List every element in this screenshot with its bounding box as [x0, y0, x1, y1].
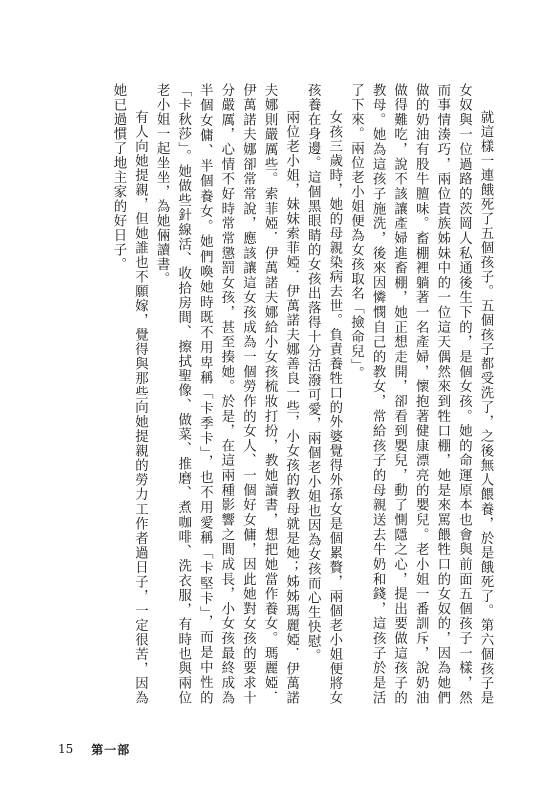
paragraph-3: 兩位老小姐，妹妹索菲婭．伊萬諾夫娜善良一些，小女孩的教母就是她；姊姊瑪麗婭．伊萬諾夫娜則嚴厲些。索菲婭．伊萬諾夫娜給小女孩梳妝打扮，教她讀書，想把她當作養女。瑪麗婭．伊萬諾夫娜卻常常說，應該讓這女孩成為一個勞作的女人、一個好女傭，因此她對女孩的要求十分嚴厲，心情不好時常常懲罰女孩，甚至揍她。於是，在這兩種影響之間成長，小女孩最終成為半個女傭、半個養女。她們喚她時既不用卑稱「卡季卡」，也不用愛稱「卡堅卡」，而是中性的「卡秋莎」。她做些針線活、收拾房間、擦拭聖像、做菜、推磨、煮咖啡、洗衣服，有時也與兩位老小姐一起坐坐，為她倆讀書。: [154, 83, 299, 705]
paragraph-4: 有人向她提親，但她誰也不願嫁，覺得與那些向她提親的勞力工作者過日子，一定很苦，因為她已過慣了地主家的好日子。: [110, 83, 148, 705]
page-number: 15: [58, 742, 74, 756]
page-footer: [58, 740, 130, 758]
body-text: [63, 83, 496, 705]
paragraph-1: 就這樣一連餓死了五個孩子。五個孩子都受洗了，之後無人餵養，於是餓死了。第六個孩子是女奴與一位過路的茨岡人私通後生下的，是個女孩。她的命運原本也會與前面五個孩子一樣，然而事情湊巧，兩位貴族姊妹中的一位這天偶然來到牲口棚，她是來罵餵牲口的女奴的，因為她們做的奶油有股牛膻味。畜棚裡躺著一名產婦，懷抱著健康漂亮的嬰兒。老小姐一番訓斥，說奶油做得難吃，說不該讓產婦進畜棚，她正想走開，卻看到嬰兒，動了惻隱之心，提出要做這孩子的教母。她為這孩子施洗，後來因憐憫自己的教女，常給孩子的母親送去牛奶和錢，這孩子於是活了下來。兩位老小姐便為女孩取名「撿命兒」。: [348, 83, 493, 705]
section-title: 第一部: [91, 742, 131, 757]
paragraph-2: 女孩三歲時，她的母親染病去世。負責養牲口的外婆覺得外孫女是個累贅，兩個老小姐便將女孩養在身邊。這個黑眼睛的女孩出落得十分活潑可愛，兩個老小姐也因為女孩而心生快慰。: [305, 83, 342, 705]
